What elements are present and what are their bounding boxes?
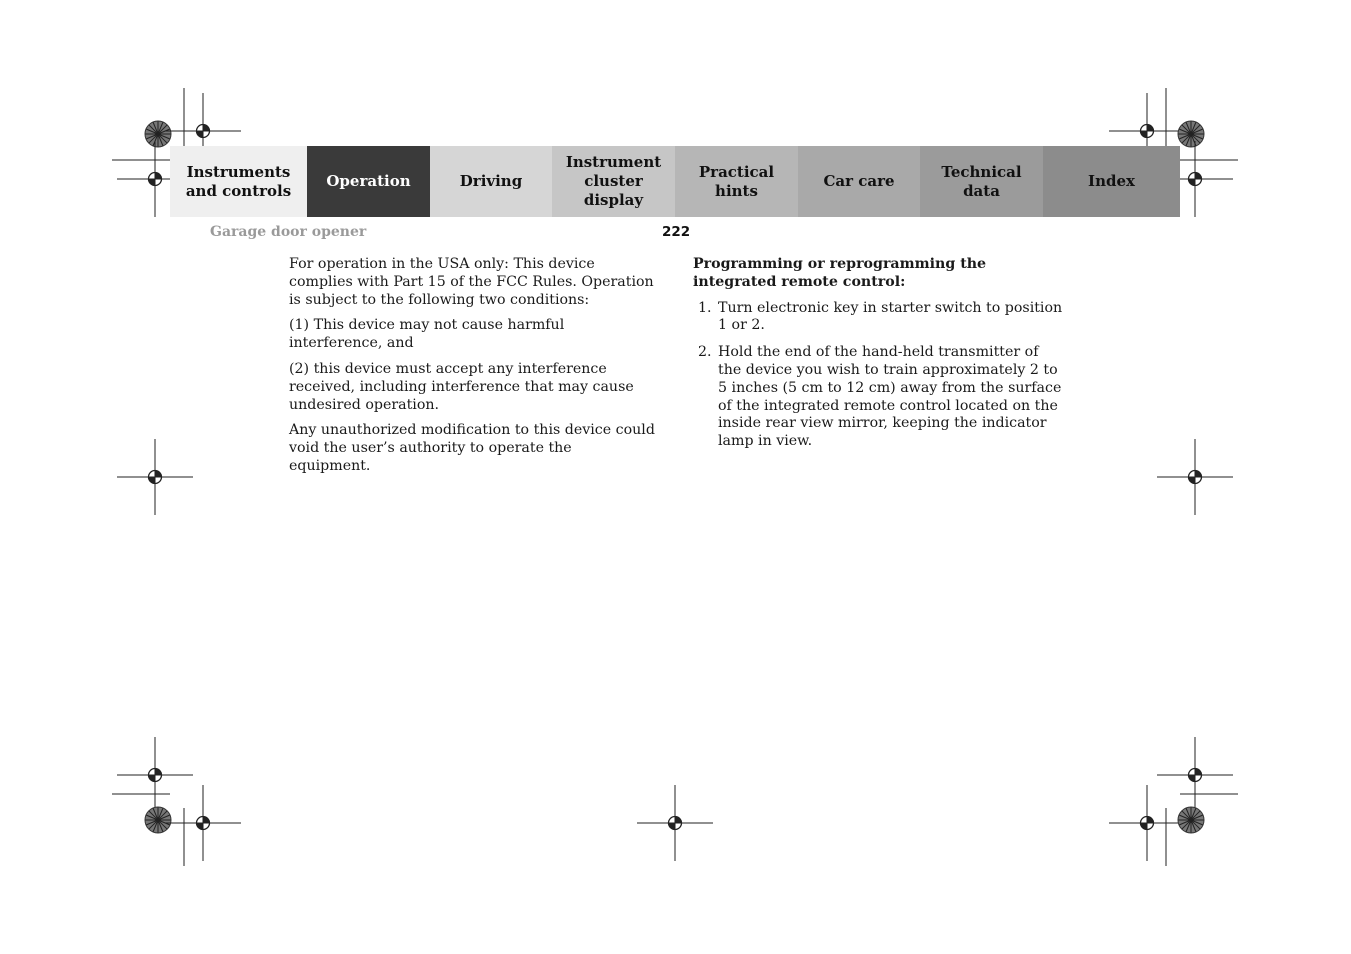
step-number: 2. xyxy=(698,344,712,361)
tab-practical-hints[interactable] xyxy=(675,146,798,217)
tab-label: Instrument cluster display xyxy=(565,153,662,209)
tab-label: Operation xyxy=(326,172,411,190)
paragraph: For operation in the USA only: This device complies with Part 15 of the FCC Rules. Operation is subject to the following two conditions: xyxy=(289,256,654,308)
page-number: 222 xyxy=(662,224,691,240)
list-item xyxy=(693,300,1063,336)
tab-label: Practical hints xyxy=(698,162,775,200)
tab-driving[interactable] xyxy=(430,146,552,217)
tab-operation[interactable] xyxy=(307,146,430,217)
steps-list xyxy=(693,300,1063,451)
tab-label: Instruments and controls xyxy=(185,162,292,200)
tab-label: Index xyxy=(1088,172,1135,190)
paragraph: (1) This device may not cause harmful interference, and xyxy=(289,317,565,352)
step-text: Turn electronic key in starter switch to position 1 or 2. xyxy=(718,299,1063,334)
tab-label: Car care xyxy=(823,172,895,190)
step-number: 1. xyxy=(698,299,712,316)
section-tab-bar xyxy=(170,146,1180,217)
step-text: Hold the end of the hand-held transmitter of the device you wish to train approximately 2 to 5 inches (5 cm to 12 cm) away from the surface of the integrated remote control located on the inside rear view mirror, keeping the indicator lamp in view. xyxy=(718,344,1062,450)
paragraph: (2) this device must accept any interference received, including interference that may cause undesired operation. xyxy=(289,360,634,413)
right-column xyxy=(693,256,1063,460)
tab-index[interactable] xyxy=(1043,146,1180,217)
tab-label: Driving xyxy=(459,172,523,190)
tab-technical-data[interactable] xyxy=(920,146,1043,217)
section-heading: Programming or reprogramming the integrated remote control: xyxy=(693,256,987,290)
section-title: Garage door opener xyxy=(210,224,367,240)
tab-instrument-cluster-display[interactable] xyxy=(552,146,675,217)
tab-instruments-and-controls[interactable] xyxy=(170,146,307,217)
tab-car-care[interactable] xyxy=(798,146,920,217)
tab-label: Technical data xyxy=(941,162,1022,200)
paragraph: Any unauthorized modification to this device could void the user’s authority to operate the equipment. xyxy=(289,422,655,474)
left-column xyxy=(289,256,657,484)
list-item xyxy=(693,344,1063,451)
